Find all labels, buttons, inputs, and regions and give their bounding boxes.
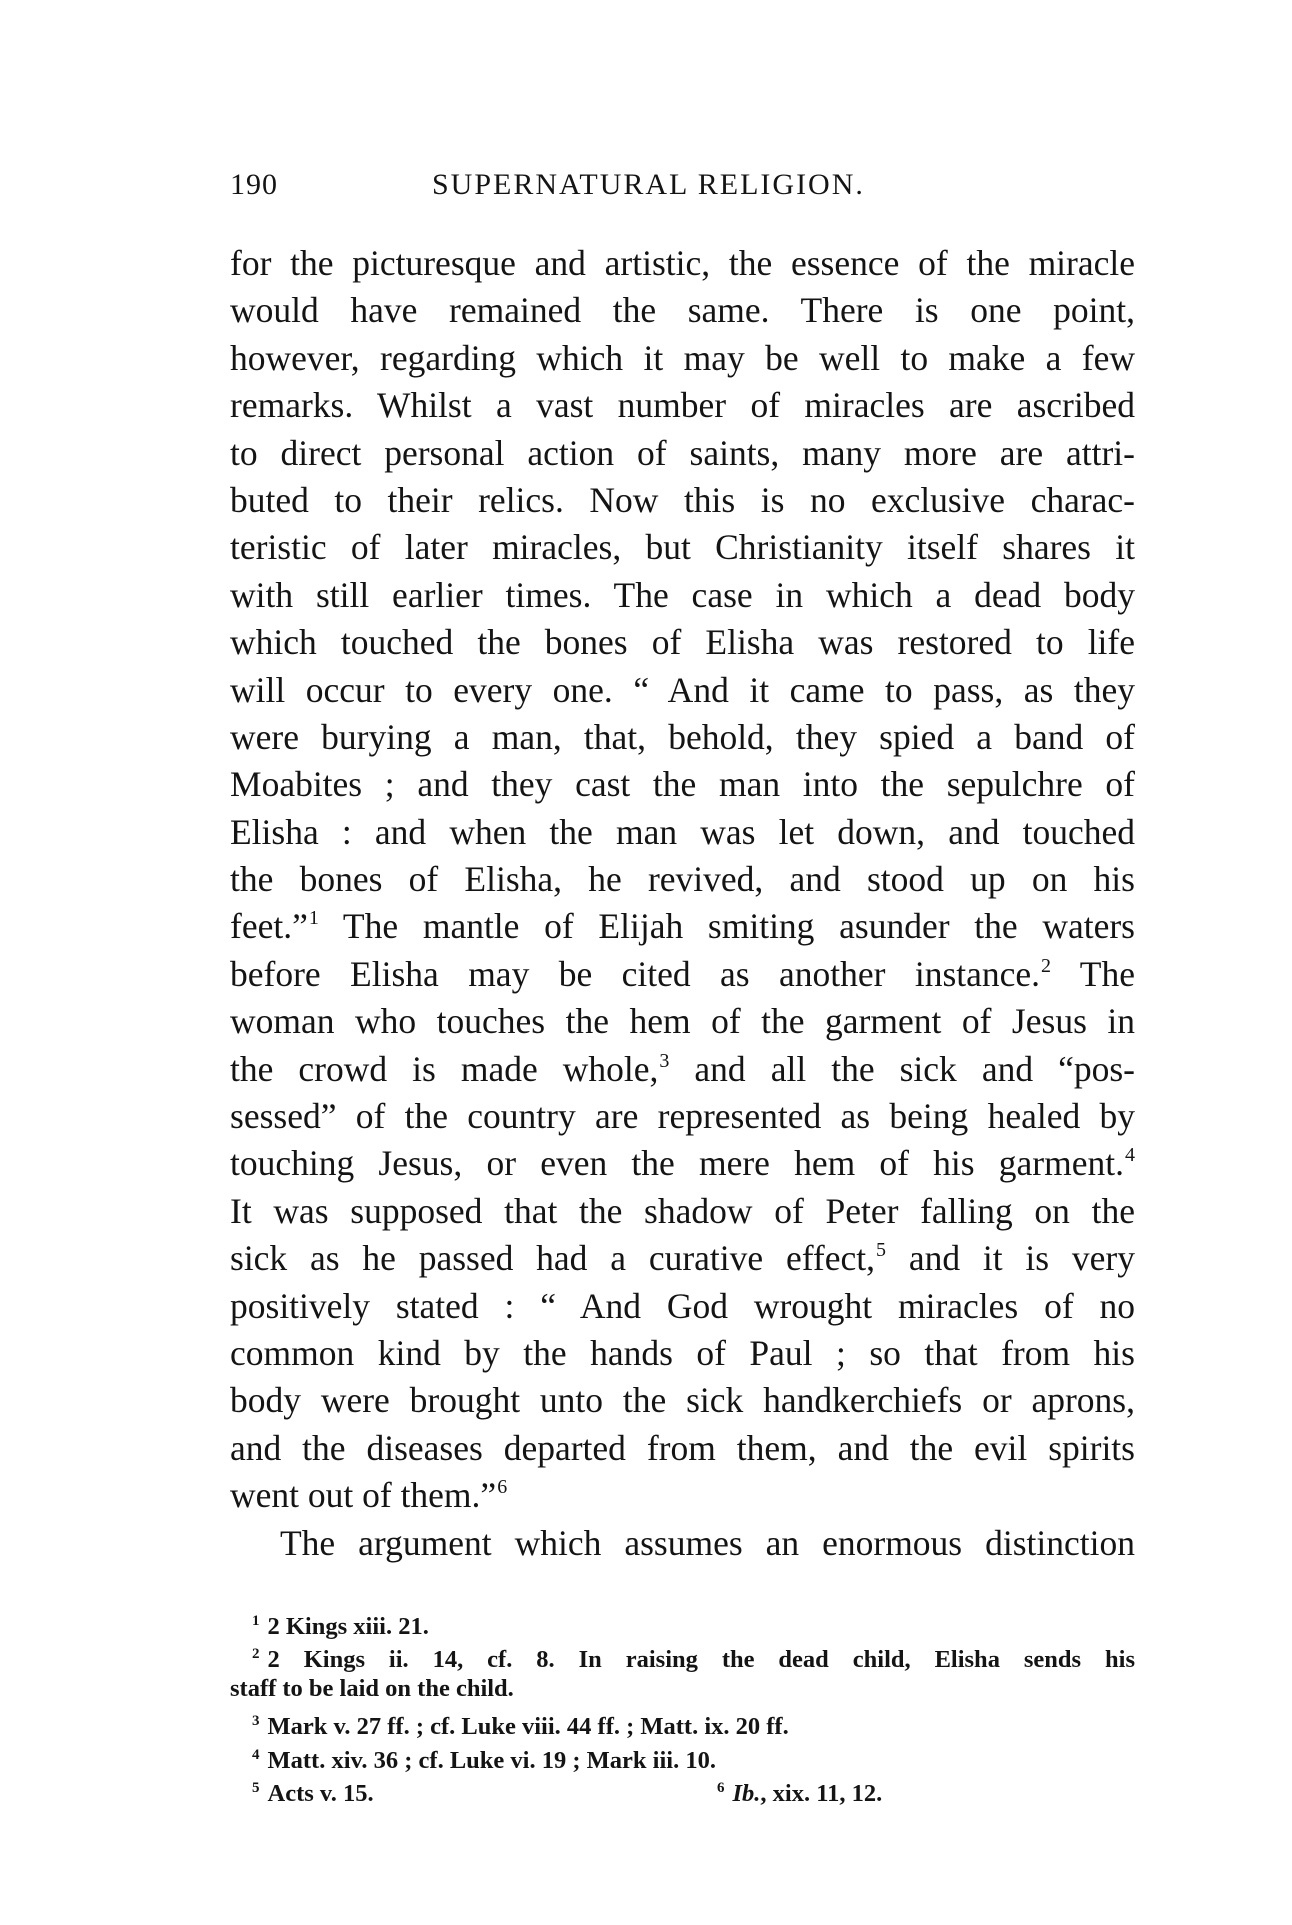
text-line: positively stated : “ And God wrought miracles of no (230, 1285, 1135, 1326)
text-line (230, 903, 1135, 950)
text-line: common kind by the hands of Paul ; so that from his (230, 1332, 1135, 1373)
text-line: the bones of Elisha, he revived, and stood up on his (230, 859, 1135, 900)
text-fragment: touching Jesus, or even the mere hem of his garment. (230, 1143, 1124, 1184)
text-fragment: feet.” (230, 906, 308, 947)
footnotes (230, 1605, 1135, 1806)
footnote-marker: 3 (659, 1049, 670, 1072)
footnote-marker: 2 (1041, 954, 1052, 977)
footnote-marker: 5 (875, 1239, 886, 1262)
text-line: will occur to every one. “ And it came to pass, as they (230, 669, 1135, 710)
footnote (230, 1739, 1135, 1773)
text-fragment: The mantle of Elijah smiting asunder the waters (342, 906, 1135, 947)
footnote-number: 4 (252, 1746, 260, 1763)
text-line: however, regarding which it may be well to make a few (230, 337, 1135, 378)
footnote-text: Mark v. 27 ff. ; cf. Luke viii. 44 ff. ; Matt. ix. 20 ff. (267, 1713, 789, 1741)
text-line (230, 951, 1135, 998)
footnote-number: 5 (252, 1780, 260, 1797)
text-line: body were brought unto the sick handkerchiefs or aprons, (230, 1380, 1135, 1421)
running-head: SUPERNATURAL RELIGION. (432, 168, 865, 201)
footnote (717, 1772, 882, 1806)
footnote-number: 2 (252, 1646, 260, 1663)
footnote-text: Matt. xiv. 36 ; cf. Luke vi. 19 ; Mark iii. 10. (267, 1746, 716, 1774)
text-fragment: and all the sick and “pos- (694, 1048, 1135, 1089)
footnote-continuation: staff to be laid on the child. (230, 1674, 514, 1702)
text-line: were burying a man, that, behold, they spied a band of (230, 716, 1135, 757)
footnote (230, 1705, 1135, 1739)
text-fragment: before Elisha may be cited as another instance. (230, 953, 1041, 994)
footnote-number: 3 (252, 1713, 260, 1730)
footnote-number: 6 (717, 1780, 725, 1797)
footnote-marker: 1 (308, 907, 319, 930)
page-number: 190 (230, 168, 278, 201)
footnote-text: , xix. 11, 12. (760, 1780, 883, 1808)
text-fragment: went out of them.” (230, 1475, 497, 1516)
text-line: It was supposed that the shadow of Peter falling on the (230, 1190, 1135, 1231)
text-line: buted to their relics. Now this is no exclusive charac- (230, 479, 1135, 520)
footnote-marker: 6 (497, 1476, 508, 1499)
footnote-number: 1 (252, 1612, 260, 1629)
text-line: The argument which assumes an enormous distinction (280, 1522, 1135, 1563)
footnote-marker: 4 (1125, 1144, 1135, 1167)
text-line: would have remained the same. There is one point, (230, 290, 1135, 331)
text-line: woman who touches the hem of the garment of Jesus in (230, 1001, 1135, 1042)
footnote-text: 2 Kings ii. 14, cf. 8. In raising the dead child, Elisha sends his (267, 1646, 1135, 1674)
text-line: sessed” of the country are represented as being healed by (230, 1096, 1135, 1137)
footnote-pair (230, 1772, 1135, 1806)
text-fragment: The (1079, 953, 1135, 994)
text-fragment: and it is very (908, 1238, 1136, 1279)
text-line: for the picturesque and artistic, the essence of the miracle (230, 243, 1135, 283)
text-line (230, 1046, 1135, 1093)
text-line: Elisha : and when the man was let down, and touched (230, 811, 1135, 852)
text-line: with still earlier times. The case in which a dead body (230, 574, 1135, 615)
text-line (230, 1235, 1135, 1282)
footnote (230, 1605, 1135, 1639)
text-fragment: the crowd is made whole, (230, 1048, 659, 1089)
text-line: Moabites ; and they cast the man into the sepulchre of (230, 764, 1135, 805)
text-fragment: sick as he passed had a curative effect, (230, 1238, 875, 1279)
page-header (230, 168, 1135, 212)
text-line: which touched the bones of Elisha was restored to life (230, 622, 1135, 663)
footnote-text: 2 Kings xiii. 21. (267, 1612, 429, 1640)
footnote-text: Acts v. 15. (267, 1780, 374, 1808)
text-line (230, 1140, 1135, 1187)
footnote (252, 1772, 717, 1806)
text-line: remarks. Whilst a vast number of miracles are ascribed (230, 385, 1135, 426)
text-line: teristic of later miracles, but Christianity itself shares it (230, 527, 1135, 568)
text-line: to direct personal action of saints, many more are attri- (230, 432, 1135, 473)
footnote (230, 1638, 1135, 1672)
book-page (230, 168, 1135, 1806)
text-line (230, 1472, 1135, 1519)
footnote-ibid: Ib. (732, 1780, 761, 1808)
text-line: and the diseases departed from them, and the evil spirits (230, 1427, 1135, 1468)
body-text (230, 240, 1135, 1567)
